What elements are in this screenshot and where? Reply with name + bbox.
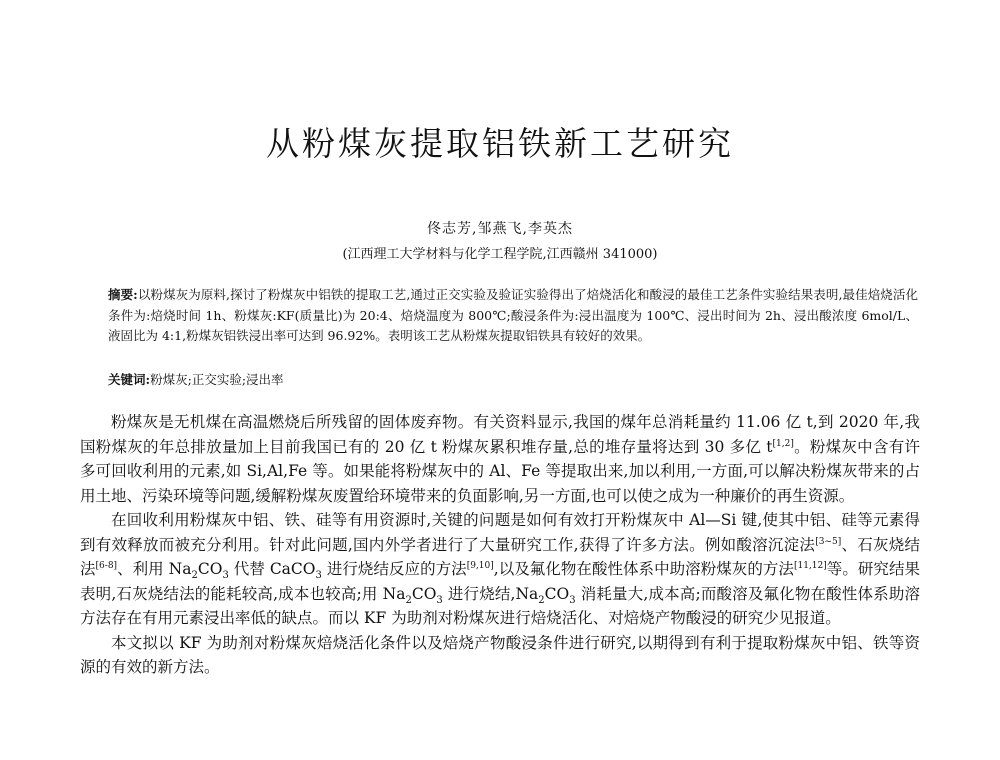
text-run: 进行烧结,Na <box>442 584 539 603</box>
citation: [9,10] <box>466 560 494 571</box>
text-run: 在回收利用粉煤灰中铝、铁、硅等有用资源时,关键的问题是如何有效打开粉煤灰中 Al—Si 键,使其中铝、硅等元素得到有效释放而被充分利用。针对此问题,国内外学者进行了大量研究工作,获得了许多方法。例如酸溶沉淀法 <box>80 511 920 554</box>
citation: [3~5] <box>815 536 842 547</box>
abstract-label: 摘要: <box>108 287 138 302</box>
text-run: CO <box>197 560 223 578</box>
paper-title: 从粉煤灰提取铝铁新工艺研究 <box>266 124 734 163</box>
citation: [1,2] <box>772 438 794 449</box>
body-text <box>80 410 920 680</box>
abstract-text: 以粉煤灰为原料,探讨了粉煤灰中铝铁的提取工艺,通过正交实验及验证实验得出了焙烧活化和酸浸的最佳工艺条件实验结果表明,最佳焙烧活化条件为:焙烧时间 1h、粉煤灰:KF(质量比)为 20:4、焙烧温度为 800℃;酸浸条件为:浸出温度为 100℃、浸出时间为 2h、浸出酸浓度 6mol/L、液固比为 4:1,粉煤灰铝铁浸出率可达到 96.92%。表明该工艺从粉煤灰提取铝铁具有较好的效果。 <box>108 287 918 343</box>
subscript: 2 <box>405 594 412 606</box>
abstract <box>108 285 918 347</box>
text-run: 代替 CaCO <box>228 560 316 578</box>
subscript: 3 <box>436 594 443 606</box>
keywords-label: 关键词: <box>108 372 151 387</box>
authors: 佟志芳,邹燕飞,李英杰 <box>427 221 573 237</box>
text-run: CO <box>544 584 570 603</box>
citation: [6-8] <box>95 560 118 571</box>
subscript: 3 <box>222 570 229 582</box>
subscript: 2 <box>191 570 198 582</box>
text-run: 、利用 Na <box>117 560 192 578</box>
text-run: 进行烧结反应的方法 <box>321 560 467 578</box>
text-run: 粉煤灰是无机煤在高温燃烧后所残留的固体废弃物。有关资料显示,我国的煤年总消耗量约 11.06 亿 t,到 2020 年,我国粉煤灰的年总排放量加上目前我国已有的 20 亿 t 粉煤灰累积堆存量,总的堆存量将达到 30 多亿 t <box>80 413 920 456</box>
text-run: ,以及氟化物在酸性体系中助溶粉煤灰的方法 <box>493 560 794 578</box>
text-run: 本文拟以 KF 为助剂对粉煤灰焙烧活化条件以及焙烧产物酸浸条件进行研究,以期得到有利于提取粉煤灰中铝、铁等资源的有效的新方法。 <box>80 633 920 676</box>
paragraph-3 <box>80 631 920 680</box>
text-run: CO <box>411 584 437 603</box>
text-run: 、石灰烧结法 <box>80 535 920 578</box>
subscript: 2 <box>538 594 545 606</box>
text-run: 消耗量大,成本高;而酸溶及氟化物在酸性体系助溶方法存在有用元素浸出率低的缺点。而以 KF 为助剂对粉煤灰进行焙烧活化、对焙烧产物酸浸的研究少见报道。 <box>80 584 920 627</box>
keywords-text: 粉煤灰;正交实验;浸出率 <box>150 372 284 387</box>
subscript: 3 <box>315 570 322 582</box>
paragraph-1 <box>80 410 920 508</box>
keywords <box>108 370 918 390</box>
affiliation: (江西理工大学材料与化学工程学院,江西赣州 341000) <box>342 247 658 262</box>
text-run: 等。研究结果表明,石灰烧结法的能耗较高,成本也较高;用 Na <box>80 560 920 603</box>
subscript: 3 <box>569 594 576 606</box>
text-run: 。粉煤灰中含有许多可回收利用的元素,如 Si,Al,Fe 等。如果能将粉煤灰中的 Al、Fe 等提取出来,加以利用,一方面,可以解决粉煤灰带来的占用土地、污染环境等问题,缓解粉煤灰废置给环境带来的负面影响,另一方面,也可以使之成为一种廉价的再生资源。 <box>80 437 920 505</box>
paragraph-2 <box>80 508 920 631</box>
citation: [11,12] <box>793 560 827 571</box>
